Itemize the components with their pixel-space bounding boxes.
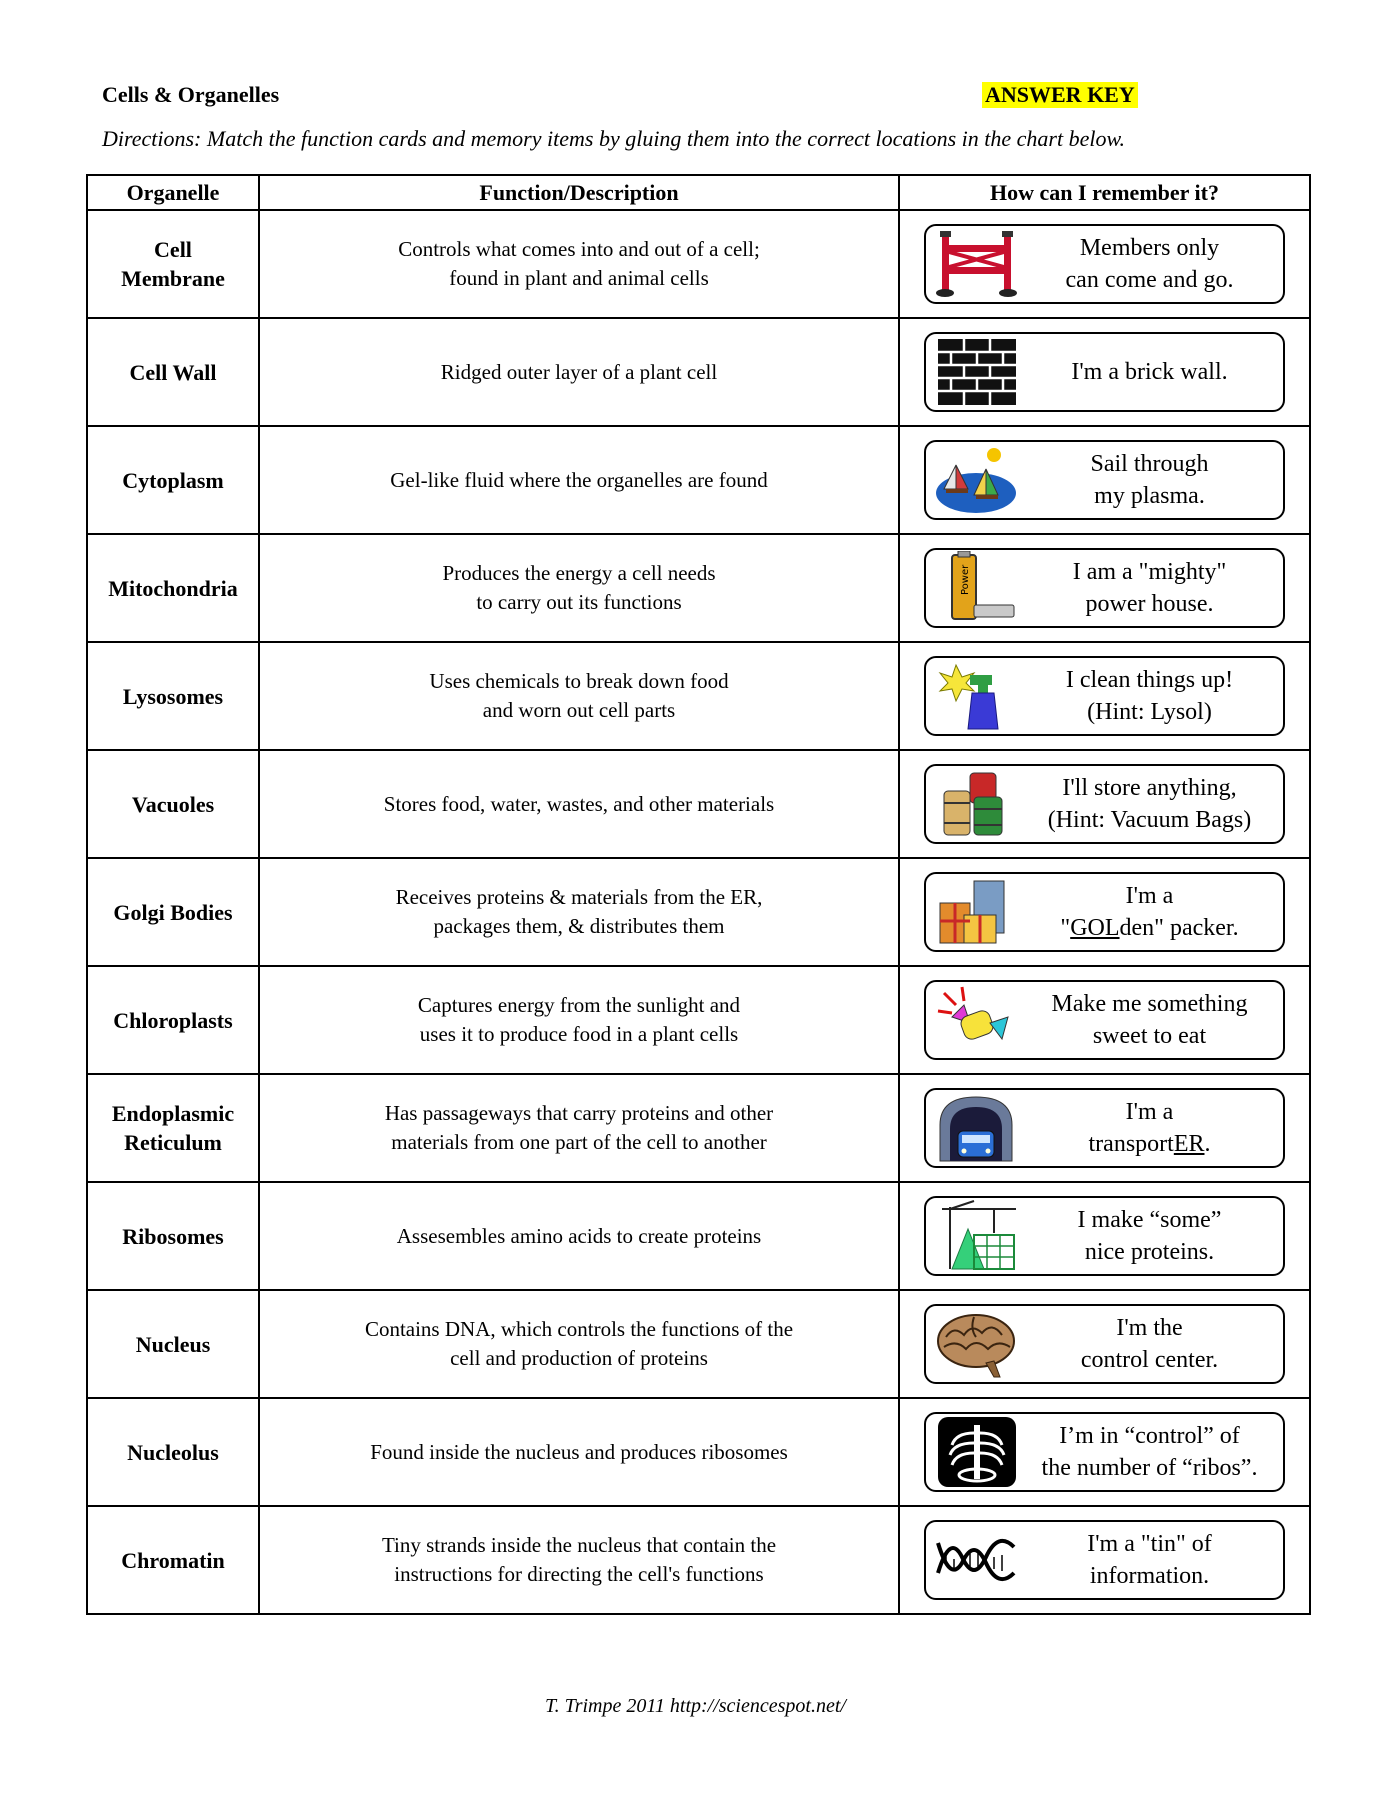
function-line: Has passageways that carry proteins and other <box>384 1101 774 1125</box>
memory-card <box>924 1304 1285 1384</box>
memory-line: sweet to eat <box>1092 1023 1207 1049</box>
organelle-name-line: Endoplasmic <box>111 1101 235 1126</box>
function-line: and worn out cell parts <box>482 698 676 722</box>
construction-crane-icon <box>932 1198 1022 1274</box>
organelle-name-line: Golgi Bodies <box>113 899 233 925</box>
memory-line <box>1022 1128 1277 1160</box>
memory-line: my plasma. <box>1094 483 1205 509</box>
memory-line: I'm a "tin" of <box>1087 1531 1212 1557</box>
function-description <box>259 1398 899 1506</box>
organelle-name <box>87 1506 259 1614</box>
table-row <box>87 1074 1310 1182</box>
train-tunnel-icon <box>932 1090 1022 1166</box>
memory-cell <box>899 426 1310 534</box>
dna-helix-icon <box>932 1522 1022 1598</box>
table-row <box>87 750 1310 858</box>
organelle-name-line: Nucleus <box>135 1331 211 1357</box>
memory-card <box>924 764 1285 844</box>
table-row <box>87 642 1310 750</box>
directions-text: Directions: Match the function cards and memory items by gluing them into the correct locations in the chart below. <box>102 126 1126 151</box>
column-header-organelle: Organelle <box>87 175 259 210</box>
memory-text-underlined: ER <box>1173 1131 1205 1157</box>
memory-card <box>924 440 1285 520</box>
memory-line: I'm a <box>1125 1099 1174 1125</box>
memory-card <box>924 332 1285 412</box>
memory-card <box>924 1196 1285 1276</box>
function-description <box>259 750 899 858</box>
memory-cell <box>899 1506 1310 1614</box>
table-row <box>87 1506 1310 1614</box>
organelle-name-line: Mitochondria <box>108 575 238 601</box>
memory-card <box>924 656 1285 736</box>
function-line: found in plant and animal cells <box>449 266 709 290</box>
organelle-name-line: Ribosomes <box>122 1223 224 1249</box>
table-header-row <box>87 175 1310 210</box>
memory-line: information. <box>1089 1563 1210 1589</box>
memory-cell <box>899 642 1310 750</box>
organelle-name <box>87 1398 259 1506</box>
memory-card <box>924 1088 1285 1168</box>
function-line: Controls what comes into and out of a cell; <box>398 237 760 261</box>
memory-card <box>924 872 1285 952</box>
function-description <box>259 1290 899 1398</box>
function-line: Stores food, water, wastes, and other materials <box>383 791 775 816</box>
organelle-name-line: Cell <box>154 237 192 262</box>
memory-card <box>924 548 1285 628</box>
organelle-name <box>87 1074 259 1182</box>
worksheet-title: Cells & Organelles <box>102 82 280 107</box>
memory-card <box>924 224 1285 304</box>
function-line: Produces the energy a cell needs <box>442 561 716 585</box>
function-line: to carry out its functions <box>476 590 682 614</box>
organelle-name <box>87 210 259 318</box>
function-description <box>259 1182 899 1290</box>
memory-cell <box>899 750 1310 858</box>
organelle-name-line: Vacuoles <box>131 791 215 817</box>
function-description <box>259 642 899 750</box>
brain-icon <box>932 1306 1022 1382</box>
memory-line: nice proteins. <box>1084 1239 1215 1265</box>
memory-line: control center. <box>1080 1347 1219 1373</box>
function-line: Ridged outer layer of a plant cell <box>440 359 718 384</box>
memory-cell <box>899 966 1310 1074</box>
memory-cell <box>899 534 1310 642</box>
organelle-name <box>87 426 259 534</box>
memory-line: I'll store anything, <box>1062 775 1237 801</box>
packages-icon <box>932 874 1022 950</box>
spray-bottle-icon <box>932 658 1022 734</box>
column-header-memory: How can I remember it? <box>899 175 1310 210</box>
organelle-name <box>87 1290 259 1398</box>
memory-line: Make me something <box>1051 991 1248 1017</box>
function-line: Uses chemicals to break down food <box>429 669 729 693</box>
function-line: Assesembles amino acids to create proteins <box>396 1223 762 1248</box>
gate-barrier-icon <box>932 226 1022 302</box>
function-description <box>259 1074 899 1182</box>
organelle-name-line: Membrane <box>121 266 225 291</box>
organelle-name <box>87 966 259 1074</box>
organelle-name-line: Reticulum <box>124 1130 222 1155</box>
organelle-name-line: Nucleolus <box>127 1439 219 1465</box>
function-line: uses it to produce food in a plant cells <box>419 1022 739 1046</box>
organelle-name <box>87 318 259 426</box>
table-row <box>87 858 1310 966</box>
ribcage-xray-icon <box>932 1414 1022 1490</box>
organelle-name-line: Cell Wall <box>129 359 217 385</box>
memory-line <box>1022 912 1277 944</box>
function-description <box>259 426 899 534</box>
table-row <box>87 1290 1310 1398</box>
memory-line: (Hint: Lysol) <box>1087 699 1212 725</box>
table-row <box>87 534 1310 642</box>
table-row <box>87 966 1310 1074</box>
organelle-name-line: Chloroplasts <box>113 1007 233 1033</box>
organelle-name <box>87 858 259 966</box>
function-line: Tiny strands inside the nucleus that contain the <box>381 1533 777 1557</box>
function-description <box>259 966 899 1074</box>
memory-card <box>924 1520 1285 1600</box>
memory-cell <box>899 1290 1310 1398</box>
table-row <box>87 426 1310 534</box>
organelle-name <box>87 1182 259 1290</box>
function-line: Captures energy from the sunlight and <box>417 993 741 1017</box>
table-row <box>87 1398 1310 1506</box>
footer-credit: T. Trimpe 2011 http://sciencespot.net/ <box>545 1695 846 1717</box>
memory-line: can come and go. <box>1065 267 1234 293</box>
organelle-name-line: Cytoplasm <box>122 467 224 493</box>
memory-cell <box>899 1074 1310 1182</box>
organelle-name <box>87 534 259 642</box>
table-row <box>87 1182 1310 1290</box>
function-description <box>259 210 899 318</box>
memory-text-fragment: . <box>1204 1131 1211 1157</box>
table-row <box>87 318 1310 426</box>
function-line: instructions for directing the cell's functions <box>394 1562 764 1586</box>
sailboats-icon <box>932 442 1022 518</box>
memory-line: I'm the <box>1116 1315 1183 1341</box>
memory-line: power house. <box>1085 591 1214 617</box>
memory-line: I'm a <box>1125 883 1174 909</box>
memory-line: (Hint: Vacuum Bags) <box>1047 807 1252 833</box>
memory-text-fragment: " <box>1060 915 1071 941</box>
column-header-function: Function/Description <box>259 175 899 210</box>
function-line: Receives proteins & materials from the ER, <box>395 885 763 909</box>
answer-key-label: ANSWER KEY <box>982 82 1138 108</box>
memory-line: I make “some” <box>1077 1207 1222 1233</box>
memory-line: Members only <box>1079 235 1220 261</box>
memory-card <box>924 980 1285 1060</box>
barrels-icon <box>932 766 1022 842</box>
memory-line: I'm a brick wall. <box>1071 359 1228 385</box>
organelle-name-line: Lysosomes <box>122 683 224 709</box>
function-description <box>259 318 899 426</box>
candy-icon <box>932 982 1022 1058</box>
memory-line: I’m in “control” of <box>1059 1423 1240 1449</box>
memory-line: I clean things up! <box>1065 667 1234 693</box>
brick-wall-icon <box>932 334 1022 410</box>
memory-cell <box>899 1182 1310 1290</box>
memory-line: Sail through <box>1090 451 1209 477</box>
organelle-name-line: Chromatin <box>121 1547 225 1573</box>
function-line: packages them, & distributes them <box>433 914 725 938</box>
table-row <box>87 210 1310 318</box>
memory-cell <box>899 1398 1310 1506</box>
memory-text-underlined: GOL <box>1070 915 1120 941</box>
battery-icon <box>932 550 1022 626</box>
memory-cell <box>899 210 1310 318</box>
organelle-chart <box>86 174 1311 1615</box>
memory-cell <box>899 318 1310 426</box>
function-description <box>259 1506 899 1614</box>
memory-text-fragment: den" packer. <box>1119 915 1239 941</box>
battery-label: Power <box>960 564 971 595</box>
function-line: Contains DNA, which controls the functions of the <box>364 1317 794 1341</box>
function-line: Gel-like fluid where the organelles are found <box>390 467 768 492</box>
organelle-name <box>87 642 259 750</box>
function-line: cell and production of proteins <box>450 1346 708 1370</box>
function-description <box>259 858 899 966</box>
memory-line: I am a "mighty" <box>1072 559 1227 585</box>
memory-card <box>924 1412 1285 1492</box>
function-line: Found inside the nucleus and produces ribosomes <box>370 1439 788 1464</box>
memory-text-fragment: transport <box>1088 1131 1174 1157</box>
memory-line: the number of “ribos”. <box>1041 1455 1258 1481</box>
organelle-name <box>87 750 259 858</box>
function-line: materials from one part of the cell to another <box>391 1130 767 1154</box>
function-description <box>259 534 899 642</box>
memory-cell <box>899 858 1310 966</box>
